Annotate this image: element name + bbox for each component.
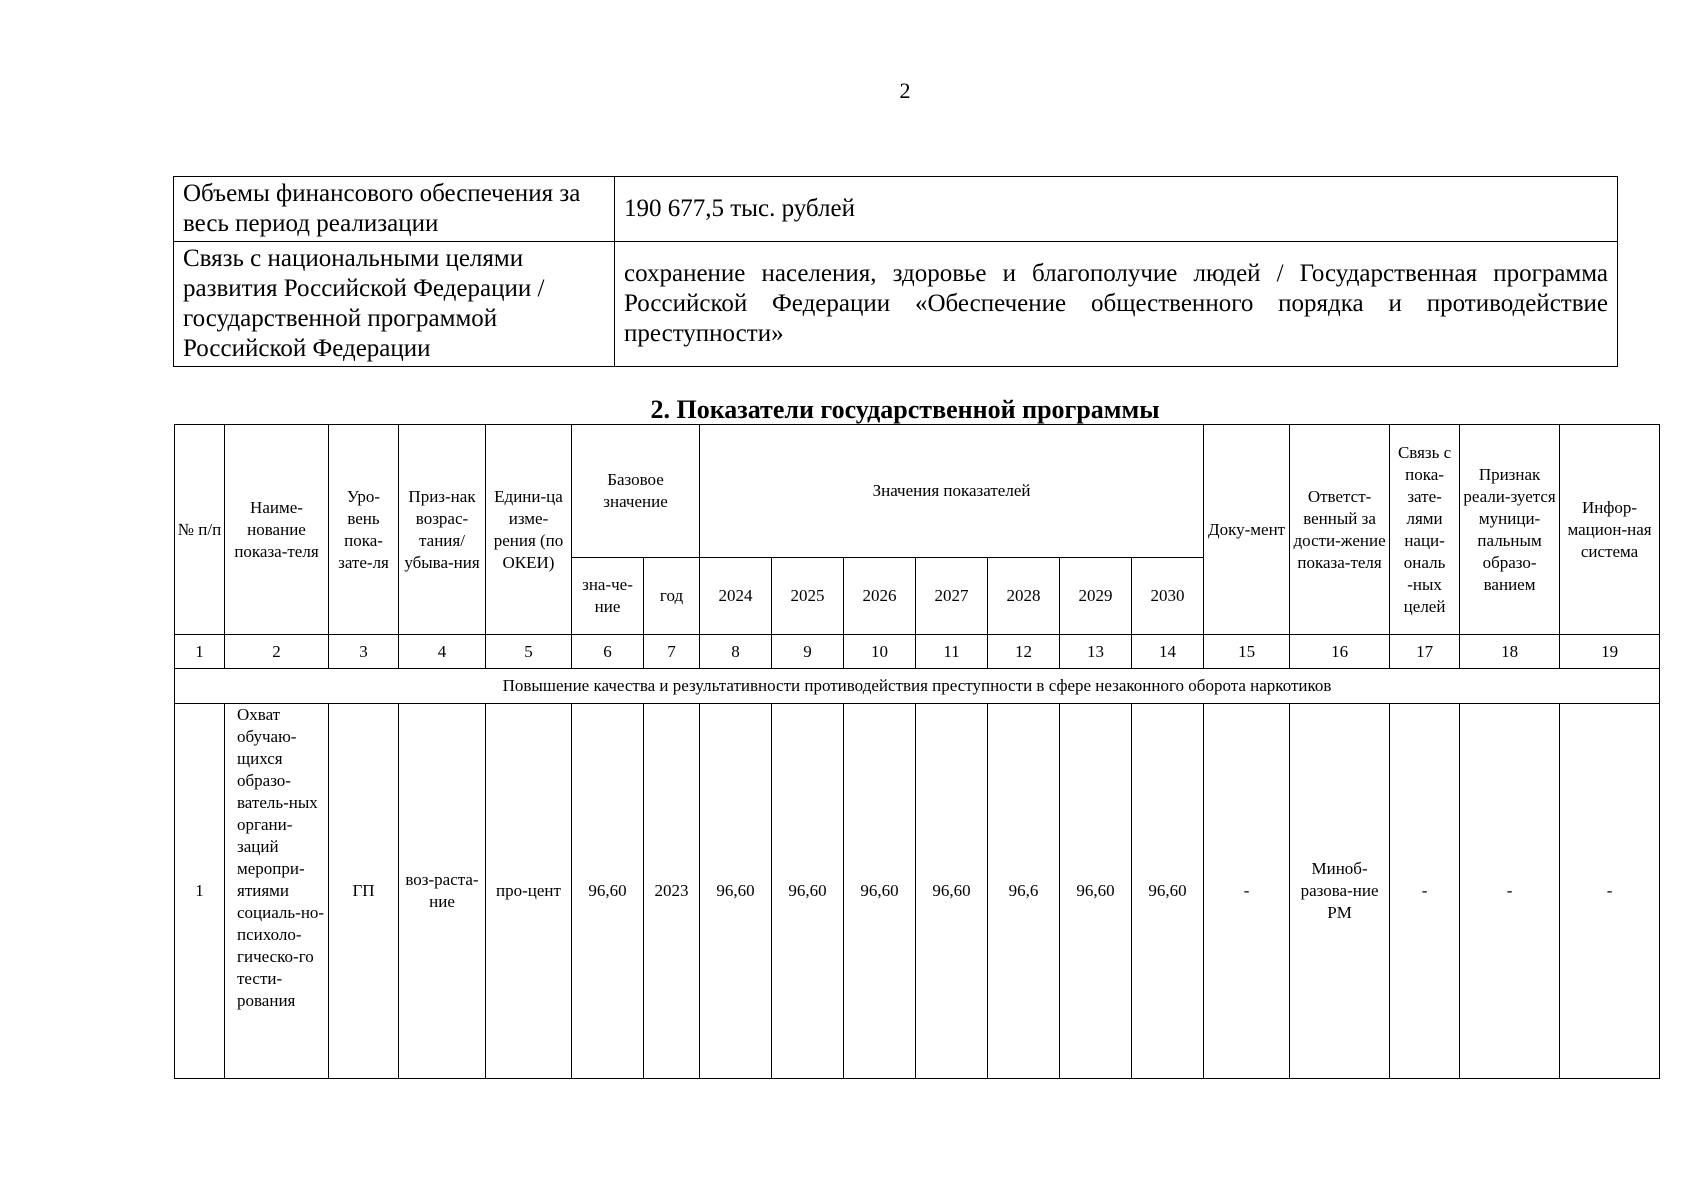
- row-trend: воз-раста-ние: [399, 704, 486, 1079]
- header-row: [175, 425, 1660, 558]
- row-base-year: 2023: [644, 704, 700, 1079]
- column-number: 1: [175, 635, 225, 669]
- column-number: 11: [916, 635, 988, 669]
- column-number: 18: [1460, 635, 1560, 669]
- header-trend: Приз-нак возрас-тания/ убыва-ния: [399, 425, 486, 635]
- group-title: Повышение качества и результативности противодействия преступности в сфере незаконного оборота наркотиков: [175, 669, 1660, 704]
- passport-label: Связь с национальными целями развития Российской Федерации / государственной программой Российской Федерации: [174, 242, 615, 367]
- header-year: 2030: [1132, 558, 1204, 635]
- header-year: 2029: [1060, 558, 1132, 635]
- section-title: 2. Показатели государственной программы: [650, 395, 1160, 424]
- column-number: 12: [988, 635, 1060, 669]
- column-number: 13: [1060, 635, 1132, 669]
- header-responsible: Ответст-венный за дости-жение показа-теля: [1290, 425, 1390, 635]
- header-year: 2025: [772, 558, 844, 635]
- column-number: 9: [772, 635, 844, 669]
- header-doc: Доку-мент: [1204, 425, 1290, 635]
- header-year: 2024: [700, 558, 772, 635]
- column-number: 17: [1390, 635, 1460, 669]
- indicators-table: [174, 424, 1660, 1079]
- header-municipal: Признак реали-зуется муници-пальным образо-ванием: [1460, 425, 1560, 635]
- row-value: 96,6: [988, 704, 1060, 1079]
- row-link: -: [1390, 704, 1460, 1079]
- group-row: [175, 669, 1660, 704]
- row-value: 96,60: [700, 704, 772, 1079]
- column-number: 2: [225, 635, 329, 669]
- header-year: 2028: [988, 558, 1060, 635]
- table-row: [175, 704, 1660, 1079]
- column-number: 8: [700, 635, 772, 669]
- column-number: 10: [844, 635, 916, 669]
- column-number: 5: [486, 635, 572, 669]
- row-num: 1: [175, 704, 225, 1079]
- passport-value: 190 677,5 тыс. рублей: [615, 177, 1618, 242]
- column-number: 15: [1204, 635, 1290, 669]
- header-name: Наиме-нование показа-теля: [225, 425, 329, 635]
- row-value: 96,60: [844, 704, 916, 1079]
- header-level: Уро-вень пока-зате-ля: [329, 425, 399, 635]
- header-base-year: год: [644, 558, 700, 635]
- row-name: Охват обучаю-щихся образо-ватель-ных органи-заций меропри-ятиями социаль-но-психоло-гическо-го тести-рования: [225, 704, 329, 1079]
- row-level: ГП: [329, 704, 399, 1079]
- passport-row-national-goals: [174, 242, 1618, 367]
- header-num: № п/п: [175, 425, 225, 635]
- header-base-value: зна-че-ние: [572, 558, 644, 635]
- column-number: 19: [1560, 635, 1660, 669]
- page-number: 2: [899, 78, 911, 103]
- column-number: 16: [1290, 635, 1390, 669]
- row-doc: -: [1204, 704, 1290, 1079]
- column-number: 14: [1132, 635, 1204, 669]
- header-base: Базовое значение: [572, 425, 700, 558]
- passport-row-funding: [174, 177, 1618, 242]
- column-number: 6: [572, 635, 644, 669]
- header-year: 2026: [844, 558, 916, 635]
- column-numbers-row: [175, 635, 1660, 669]
- passport-value: сохранение населения, здоровье и благополучие людей / Государственная программа Российской Федерации «Обеспечение общественного порядка и противодействие преступности»: [615, 242, 1618, 367]
- row-responsible: Миноб-разова-ние РМ: [1290, 704, 1390, 1079]
- column-number: 3: [329, 635, 399, 669]
- row-base-value: 96,60: [572, 704, 644, 1079]
- header-year: 2027: [916, 558, 988, 635]
- row-info: -: [1560, 704, 1660, 1079]
- row-municipal: -: [1460, 704, 1560, 1079]
- column-number: 4: [399, 635, 486, 669]
- row-value: 96,60: [772, 704, 844, 1079]
- column-number: 7: [644, 635, 700, 669]
- row-value: 96,60: [1132, 704, 1204, 1079]
- row-value: 96,60: [916, 704, 988, 1079]
- header-values: Значения показателей: [700, 425, 1204, 558]
- row-value: 96,60: [1060, 704, 1132, 1079]
- header-link: Связь с пока-зате-лями наци-ональ -ных целей: [1390, 425, 1460, 635]
- header-unit: Едини-ца изме-рения (по ОКЕИ): [486, 425, 572, 635]
- header-info: Инфор-мацион-ная система: [1560, 425, 1660, 635]
- passport-label: Объемы финансового обеспечения за весь период реализации: [174, 177, 615, 242]
- passport-table: [173, 176, 1618, 367]
- row-unit: про-цент: [486, 704, 572, 1079]
